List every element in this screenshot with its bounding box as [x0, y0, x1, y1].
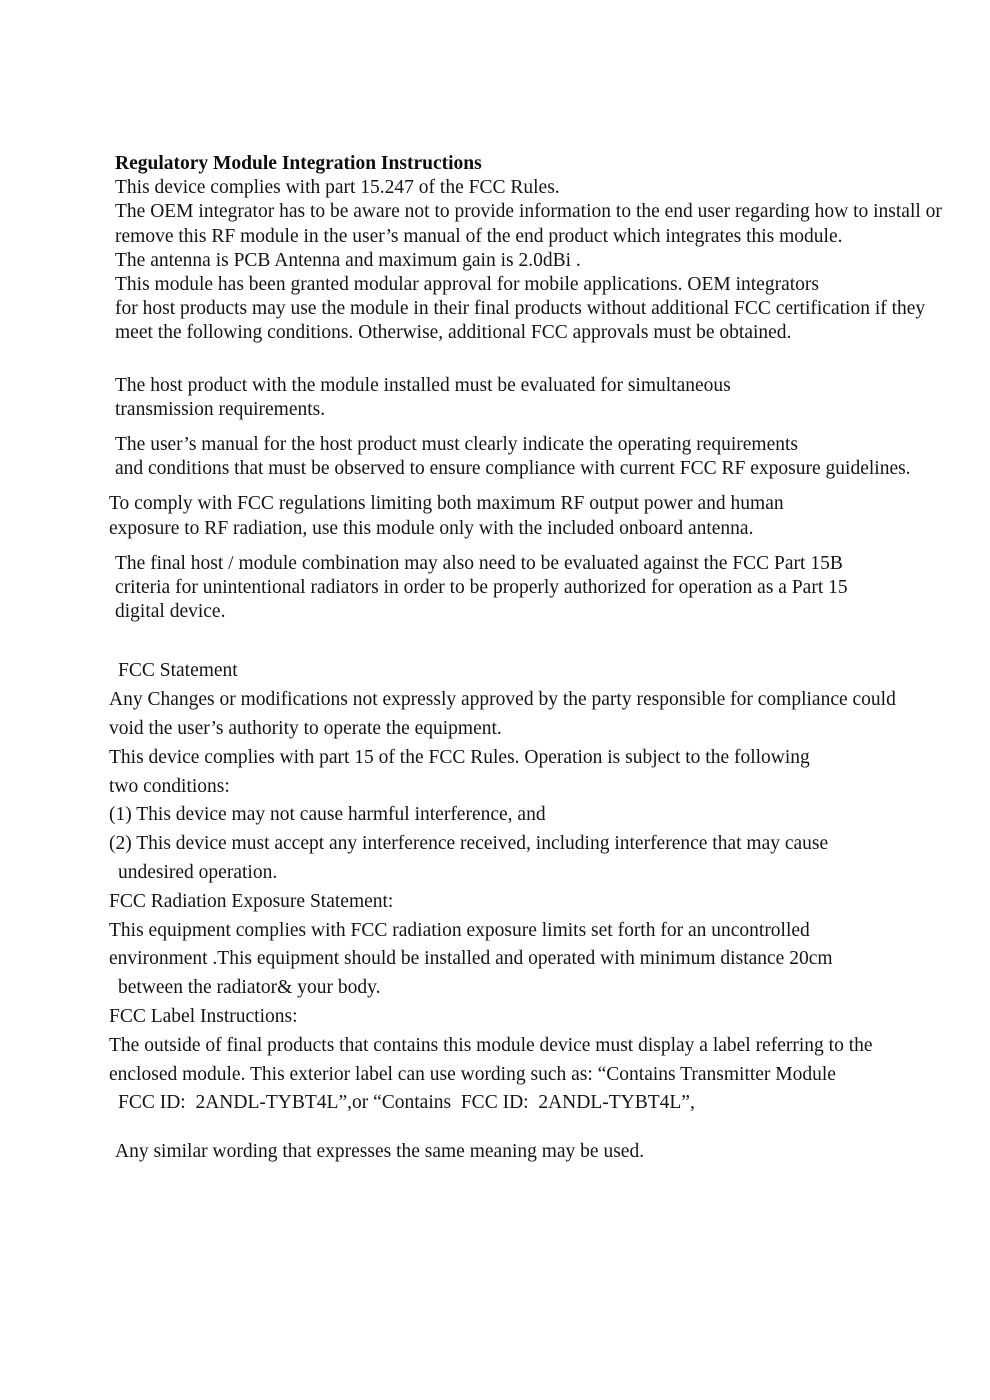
label-instructions-line: enclosed module. This exterior label can use wording such as: “Contains Transmitter Module: [109, 1063, 836, 1085]
condition-line: criteria for unintentional radiators in order to be properly authorized for operation as a Part 15: [115, 577, 848, 599]
fcc-statement-line: two conditions:: [109, 775, 230, 797]
condition-line: and conditions that must be observed to ensure compliance with current FCC RF exposure guidelines.: [115, 458, 911, 480]
condition-line: The user’s manual for the host product must clearly indicate the operating requirements: [115, 434, 799, 456]
condition-block-part15b: [111, 552, 961, 625]
intro-line: This module has been granted modular approval for mobile applications. OEM integrators: [115, 274, 819, 296]
condition-block-user-manual: [111, 433, 961, 481]
fcc-statement-line: Any Changes or modifications not expressly approved by the party responsible for compliance could: [109, 689, 896, 711]
intro-line: meet the following conditions. Otherwise, additional FCC approvals must be obtained.: [115, 322, 792, 344]
paragraph-spacer: [111, 422, 961, 433]
condition-line: digital device.: [115, 601, 226, 623]
condition-line: The host product with the module installed must be evaluated for simultaneous: [115, 374, 731, 396]
intro-line: The antenna is PCB Antenna and maximum gain is 2.0dBi .: [115, 249, 581, 271]
intro-line: for host products may use the module in their final products without additional FCC certification if they: [115, 298, 926, 320]
fcc-condition-2: (2) This device must accept any interference received, including interference that may cause: [109, 833, 829, 855]
condition-line: transmission requirements.: [115, 398, 326, 420]
condition-block-simultaneous-transmission: [111, 374, 961, 422]
radiation-exposure-section: [111, 888, 961, 1003]
page-title: Regulatory Module Integration Instructions: [115, 153, 482, 174]
fcc-statement-line: undesired operation.: [118, 862, 278, 884]
closing-line: Any similar wording that expresses the same meaning may be used.: [115, 1141, 645, 1163]
paragraph-spacer: [111, 1118, 961, 1138]
paragraph-spacer: [111, 541, 961, 552]
condition-block-rf-exposure: [111, 492, 961, 540]
paragraph-spacer: [111, 481, 961, 492]
document-body: [111, 152, 961, 1167]
label-instructions-line: The outside of final products that contains this module device must display a label referring to the: [109, 1034, 873, 1056]
radiation-exposure-line: This equipment complies with FCC radiation exposure limits set forth for an uncontrolled: [109, 919, 810, 941]
intro-line: This device complies with part 15.247 of the FCC Rules.: [115, 177, 560, 199]
section-spacer: [111, 346, 961, 374]
condition-line: exposure to RF radiation, use this module only with the included onboard antenna.: [109, 517, 754, 539]
condition-line: The final host / module combination may also need to be evaluated against the FCC Part 15B: [115, 552, 843, 574]
fcc-statement-title: FCC Statement: [118, 660, 238, 682]
fcc-statement-line: void the user’s authority to operate the equipment.: [109, 718, 502, 740]
radiation-exposure-line: environment .This equipment should be installed and operated with minimum distance 20cm: [109, 948, 833, 970]
radiation-exposure-line: between the radiator& your body.: [118, 977, 381, 999]
intro-section: [111, 152, 961, 346]
label-instructions-section: [111, 1003, 961, 1118]
fcc-id-line: FCC ID: 2ANDL-TYBT4L”,or “Contains FCC ID: 2ANDL-TYBT4L”,: [118, 1092, 695, 1114]
label-instructions-title: FCC Label Instructions:: [109, 1006, 298, 1028]
intro-line: The OEM integrator has to be aware not to provide information to the end user regarding how to install or: [115, 201, 942, 223]
closing-section: [111, 1138, 961, 1167]
fcc-statement-line: This device complies with part 15 of the FCC Rules. Operation is subject to the following: [109, 746, 810, 768]
condition-line: To comply with FCC regulations limiting both maximum RF output power and human: [109, 493, 784, 515]
fcc-condition-1: (1) This device may not cause harmful interference, and: [109, 804, 546, 826]
section-spacer: [111, 624, 961, 657]
fcc-statement-section: [111, 657, 961, 887]
intro-line: remove this RF module in the user’s manual of the end product which integrates this module.: [115, 225, 843, 247]
radiation-exposure-title: FCC Radiation Exposure Statement:: [109, 890, 394, 912]
